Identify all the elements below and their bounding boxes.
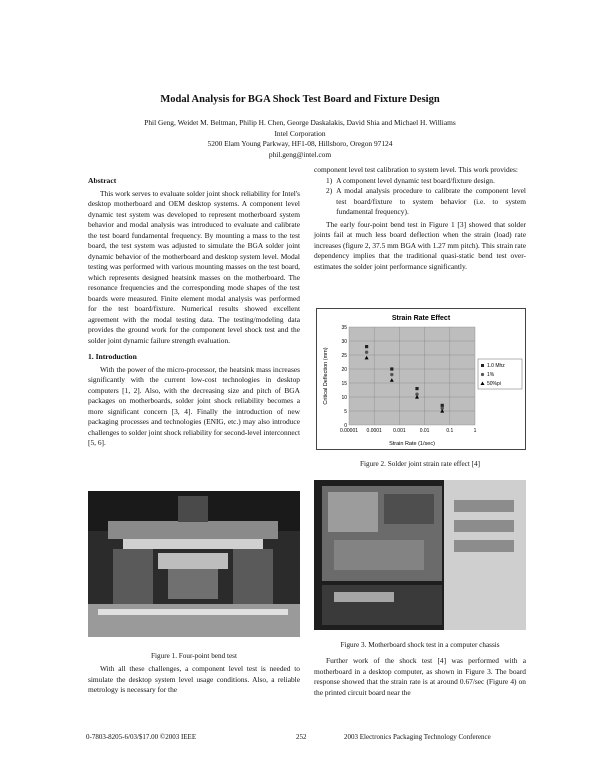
y-tick-label: 35 xyxy=(341,325,347,331)
data-point xyxy=(390,367,393,370)
email: phil.geng@intel.com xyxy=(268,149,332,159)
list-item xyxy=(326,186,526,218)
legend-label: 1% xyxy=(487,372,495,378)
y-tick-label: 5 xyxy=(344,409,347,415)
y-tick-label: 15 xyxy=(341,381,347,387)
list-item-number: 1) xyxy=(326,175,333,185)
right-column xyxy=(314,165,526,272)
x-axis-label: Strain Rate (1/sec) xyxy=(389,441,435,447)
y-tick-label: 0 xyxy=(344,423,347,429)
page-number: 252 xyxy=(296,733,307,741)
y-tick-label: 20 xyxy=(341,367,347,373)
left-bottom-text xyxy=(88,664,300,696)
figure-2-chart xyxy=(316,308,526,450)
right-top-paragraph: component level test calibration to system level. This work provides: xyxy=(314,165,518,174)
plot-area xyxy=(349,327,475,425)
y-tick-label: 10 xyxy=(341,395,347,401)
affiliation: Intel Corporation xyxy=(274,128,326,138)
left-column xyxy=(88,176,300,449)
data-point xyxy=(390,373,393,376)
figure-2-caption: Figure 2. Solder joint strain rate effect [4] xyxy=(359,460,481,468)
list-item xyxy=(326,176,526,187)
figure-3-caption: Figure 3. Motherboard shock test in a computer chassis xyxy=(340,641,500,649)
right-bottom-text xyxy=(314,656,526,698)
figure-1-caption: Figure 1. Four-point bend test xyxy=(151,652,237,660)
footer-isbn: 0-7803-8205-6/03/$17.00 ©2003 IEEE xyxy=(86,733,197,741)
x-tick-label: 0.0001 xyxy=(366,428,382,434)
list-item-number: 2) xyxy=(326,186,333,195)
right-bottom-paragraph: Further work of the shock test [4] was performed with a motherboard in a desktop computer, as shown in Figure 3. The board response showed that the strain rate is at around 0.67/sec (Figure 4) on the printed circuit board near the xyxy=(314,656,526,697)
figure-3-photo xyxy=(314,480,526,630)
x-axis-ticks xyxy=(340,428,477,434)
list-item-text: A modal analysis procedure to calibrate the component level test board/fixture to system behavior (i.e. to system fundamental frequency). xyxy=(336,186,526,216)
right-paragraph: The early four-point bend test in Figure 1 [3] showed that solder joints fail at much less board deflection when the strain (load) rate increases (figure 2, 37.5 mm BGA with 1.27 mm pitch). This strain rate dependency implies that the traditional quasi-static bend test over-estimates the solder joint performance significantly. xyxy=(314,219,526,271)
y-tick-label: 30 xyxy=(341,339,347,345)
data-point xyxy=(415,387,418,390)
four-point-bend-fixture-image xyxy=(88,491,300,637)
x-tick-label: 0.1 xyxy=(446,428,454,434)
left-bottom-paragraph: With all these challenges, a component level test is needed to simulate the desktop system level usage conditions. Also, a reliable metrology is necessary for the xyxy=(88,664,300,694)
strain-rate-chart xyxy=(317,309,525,449)
y-axis-ticks xyxy=(341,325,347,429)
y-tick-label: 25 xyxy=(341,353,347,359)
footer-conference: 2003 Electronics Packaging Technology Conference xyxy=(344,733,491,741)
legend-marker xyxy=(481,373,484,376)
abstract-text: This work serves to evaluate solder joint shock reliability for Intel's desktop motherboard and OEM desktop systems. A component level dynamic test system was developed to represent motherboard system behavior and modal analysis was introduced to evaluate and calibrate the test board fundamental frequency. By mounting a mass to the test board, the test system was adjusted to simulate the BGA solder joint dynamic behavior of the motherboard and desktop system level. Modal testing was performed with various mounting masses on the test board, which represents designed heatsink masses on the motherboard. The resonance frequencies and the corresponding mode shapes of the test boards were measured. Finite element modal analysis was performed for the test board/fixture. Numerical results showed excellent agreement with the modal testing data. The testing/modeling data provides the ground work for the component level shock test and the solder joint dynamic failure strength evaluation. xyxy=(88,188,300,345)
x-tick-label: 0.001 xyxy=(393,428,406,434)
legend-label: 50%pi xyxy=(487,381,501,387)
intro-heading: 1. Introduction xyxy=(88,352,137,361)
x-tick-label: 0.00001 xyxy=(339,428,359,434)
intro-text: With the power of the micro-processor, the heatsink mass increases significantly with the current low-cost technologies in desktop computers [1, 2]. Also, with the decreasing size and pitch of BGA packages on motherboards, solder joint shock reliability becomes a more significant concern [3, 4]. Finally the introduction of new packaging processes and technologies (ENIG, etc.) may also introduce challenges to solder joint shock reliability for second-level interconnect [5, 6]. xyxy=(88,364,300,447)
chart-title: Strain Rate Effect xyxy=(391,315,451,322)
legend-marker xyxy=(481,364,484,367)
address: 5200 Elam Young Parkway, HF1-08, Hillsboro, Oregon 97124 xyxy=(207,139,393,148)
paper-title: Modal Analysis for BGA Shock Test Board and Fixture Design xyxy=(160,94,440,105)
data-point xyxy=(365,345,368,348)
legend xyxy=(478,359,522,389)
author-list: Phil Geng, Weidet M. Beltman, Philip H. Chen, George Daskalakis, David Shia and Michael H. Williams xyxy=(144,118,456,127)
data-point xyxy=(365,351,368,354)
figure-1-photo xyxy=(88,491,300,637)
x-tick-label: 1 xyxy=(473,428,477,434)
author-block xyxy=(90,118,510,160)
y-axis-label: Critical Deflection (mm) xyxy=(323,347,329,405)
abstract-heading: Abstract xyxy=(88,176,117,185)
list-item-text: A component level dynamic test board/fixture design. xyxy=(336,175,495,185)
motherboard-chassis-image xyxy=(314,480,526,630)
x-tick-label: 0.01 xyxy=(419,428,430,434)
legend-label: 1.0 Mhz xyxy=(487,363,505,369)
